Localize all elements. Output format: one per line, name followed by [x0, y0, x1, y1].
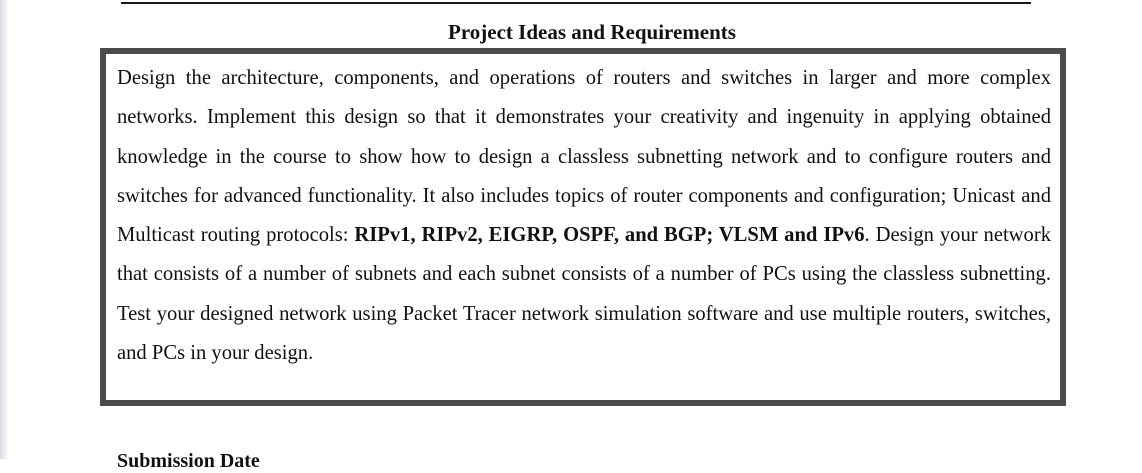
submission-date-heading: Submission Date [117, 450, 260, 472]
section-title: Project Ideas and Requirements [448, 20, 736, 44]
top-divider [121, 2, 1031, 4]
page-left-edge [0, 0, 9, 459]
requirements-text-part2: . Design your network that consists of a number of subnets and each subnet consists of a number of PCs using the classless subnetting. Test your designed network using Packet Tracer network simulation software and use multiple routers, switches, and PCs in your design. [117, 224, 1052, 365]
requirements-paragraph [117, 59, 1051, 373]
requirements-text-part1: Design the architecture, components, and operations of routers and switches in larger and more complex networks. Implement this design so that it demonstrates your creativity and ingenuity in applying obtained knowledge in the course to show how to design a classless subnetting network and to configure routers and switches for advanced functionality. It also includes topics of router components and configuration; Unicast and Multicast routing protocols: [117, 67, 1051, 247]
routing-protocols-bold: RIPv1, RIPv2, EIGRP, OSPF, and BGP; VLSM and IPv6 [354, 224, 865, 247]
requirements-box [100, 48, 1066, 406]
